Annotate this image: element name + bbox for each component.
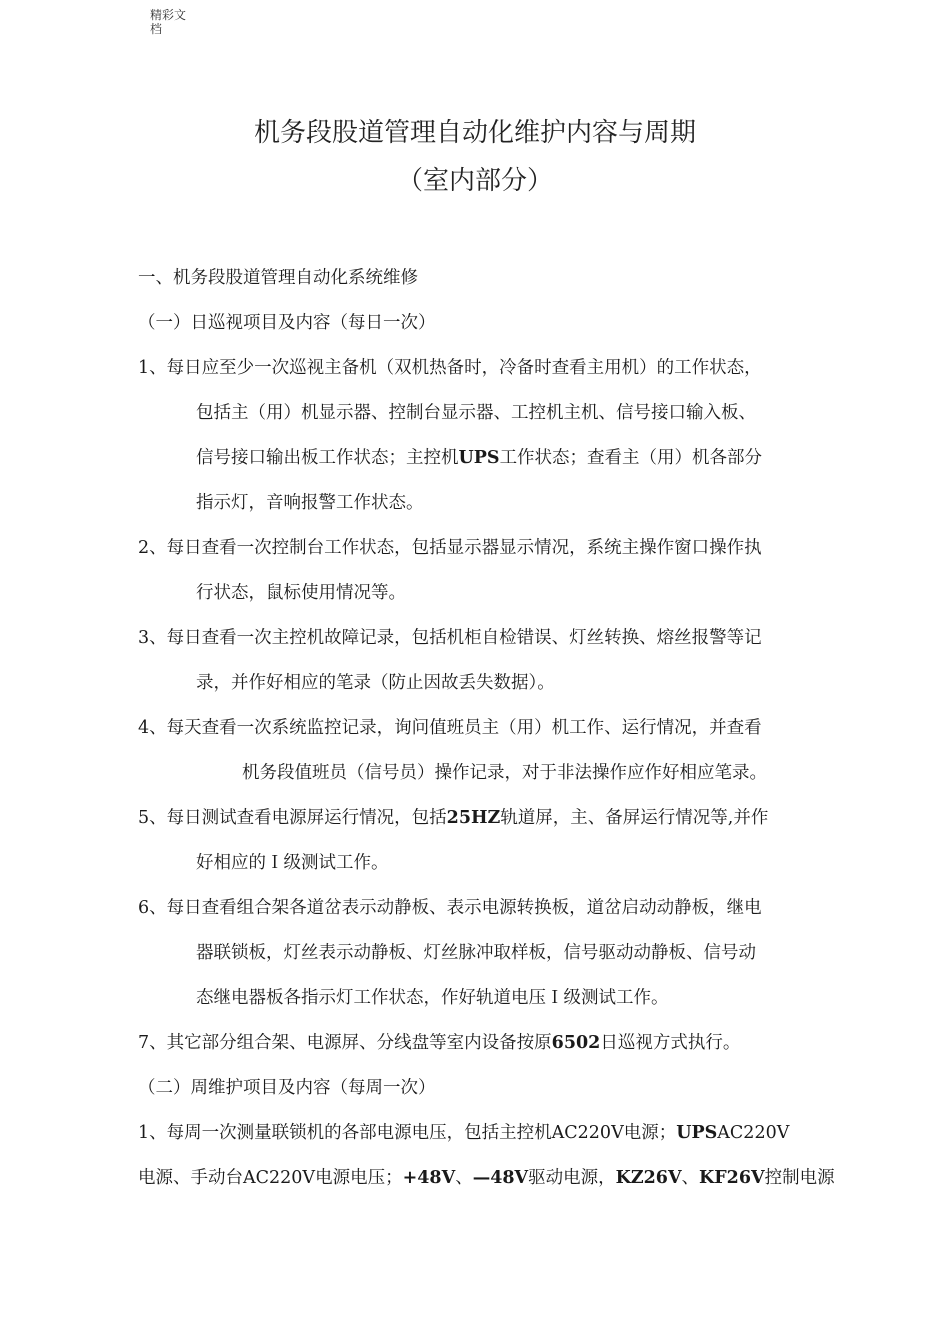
header-tag (150, 8, 186, 36)
weekly-item1-line2-sep2: 、 (681, 1168, 700, 1188)
weekly-item1-line2-ac220v: AC220V (243, 1168, 316, 1188)
daily-item7-line1-a: 7、其它部分组合架、电源屏、分线盘等室内设备按原 (138, 1033, 552, 1053)
daily-item4-line1: 4、每天查看一次系统监控记录，询问值班员主（用）机工作、运行情况，并查看 (138, 718, 762, 738)
daily-item6-line1: 6、每日查看组合架各道岔表示动静板、表示电源转换板，道岔启动动静板，继电 (138, 898, 762, 918)
header-tag-line1: 精彩文 (150, 8, 187, 22)
daily-item6-line3: 态继电器板各指示灯工作状态，作好轨道电压Ｉ级测试工作。 (196, 988, 669, 1008)
daily-item5-line1-a: 5、每日测试查看电源屏运行情况，包括 (138, 808, 447, 828)
weekly-item1-line2 (138, 1166, 835, 1190)
daily-item7-line1 (138, 1031, 740, 1055)
weekly-item1-line2-g: 驱动电源， (528, 1168, 616, 1188)
daily-item1-line3-ups: UPS (458, 448, 500, 468)
daily-item4-line2: 机务段值班员（信号员）操作记录，对于非法操作应作好相应笔录。 (242, 763, 767, 783)
daily-item2-line2: 行状态，鼠标使用情况等。 (196, 583, 406, 603)
weekly-item1-line2-kf26v: KF26V (699, 1168, 765, 1188)
daily-item1-line4: 指示灯，音响报警工作状态。 (196, 493, 424, 513)
weekly-item1-line2-c: 电源电压； (315, 1168, 403, 1188)
document-title: 机务段股道管理自动化维护内容与周期 (253, 118, 696, 148)
daily-heading: （一）日巡视项目及内容（每日一次） (138, 313, 436, 333)
daily-item1-line3-a: 信号接口输出板工作状态；主控机 (196, 448, 459, 468)
daily-item1-line3 (196, 446, 762, 470)
daily-item3-line1: 3、每日查看一次主控机故障记录，包括机柜自检错误、灯丝转换、熔丝报警等记 (138, 628, 762, 648)
daily-item1-line3-c: 工作状态；查看主（用）机各部分 (499, 448, 763, 468)
weekly-item1-line2-k: 控制电源 (764, 1168, 835, 1188)
daily-item6-line2: 器联锁板，灯丝表示动静板、灯丝脉冲取样板，信号驱动动静板、信号动 (196, 943, 756, 963)
daily-item5-line1 (138, 806, 768, 830)
section1-heading: 一、机务段股道管理自动化系统维修 (138, 268, 418, 288)
weekly-item1-line1-ups: UPS (676, 1123, 718, 1143)
weekly-item1-line1 (138, 1121, 789, 1145)
weekly-heading: （二）周维护项目及内容（每周一次） (138, 1078, 436, 1098)
document-subtitle: （室内部分） (396, 166, 553, 196)
daily-item5-line1-c: 轨道屏，主、备屏运行情况等,并作 (500, 808, 769, 828)
weekly-item1-line2-minus48v: —48V (472, 1168, 529, 1188)
daily-item5-line2: 好相应的Ｉ级测试工作。 (196, 853, 389, 873)
daily-item1-line1: 1、每日应至少一次巡视主备机（双机热备时，冷备时查看主用机）的工作状态， (138, 358, 762, 378)
weekly-item1-line1-ups-ac220v: AC220V (717, 1123, 790, 1143)
weekly-item1-line1-ac220v: AC220V (551, 1123, 624, 1143)
daily-item5-line1-25hz: 25HZ (446, 808, 501, 828)
header-tag-line2: 档 (150, 22, 163, 36)
weekly-item1-line2-plus48v: +48V (402, 1168, 456, 1188)
weekly-item1-line2-sep1: 、 (455, 1168, 473, 1188)
weekly-item1-line2-kz26v: KZ26V (615, 1168, 682, 1188)
daily-item7-line1-6502: 6502 (551, 1033, 601, 1053)
weekly-item1-line1-c: 电源； (623, 1123, 677, 1143)
weekly-item1-line2-a: 电源、手动台 (138, 1168, 243, 1188)
daily-item2-line1: 2、每日查看一次控制台工作状态，包括显示器显示情况，系统主操作窗口操作执 (138, 538, 762, 558)
daily-item3-line2: 录，并作好相应的笔录（防止因故丢失数据）。 (196, 673, 555, 693)
daily-item1-line2: 包括主（用）机显示器、控制台显示器、工控机主机、信号接口输入板、 (196, 403, 756, 423)
weekly-item1-line1-a: 1、每周一次测量联锁机的各部电源电压，包括主控机 (138, 1123, 552, 1143)
daily-item7-line1-c: 日巡视方式执行。 (600, 1033, 741, 1053)
